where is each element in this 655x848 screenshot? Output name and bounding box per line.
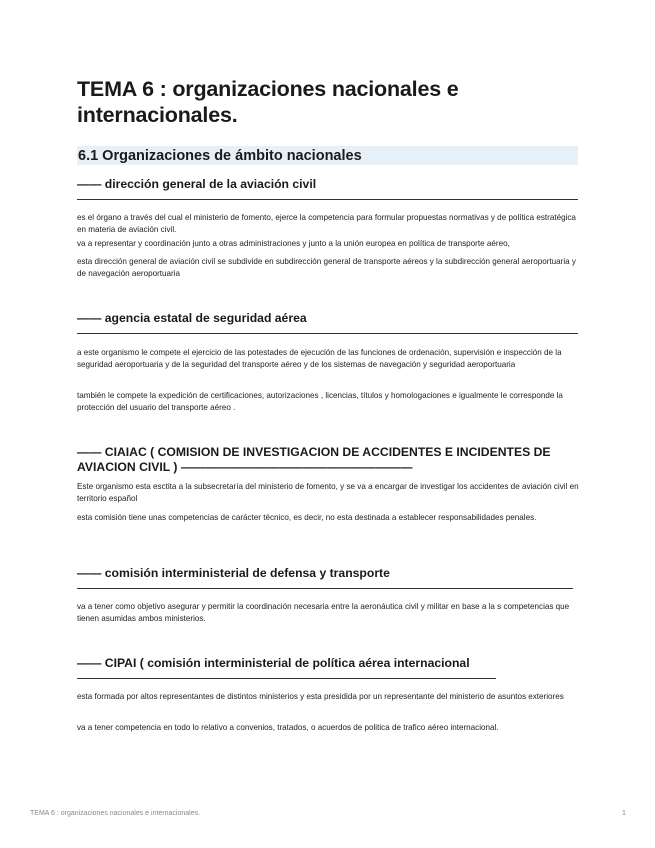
paragraph: a este organismo le compete el ejercicio de las potestades de ejecución de las funciones de ordenación, supervisión e inspección de la seguridad aeroportuaria y de la seguridad del transporte aéreo y de los sistemas de navegación y seguridad aeroportuaria: [77, 348, 562, 369]
paragraph: también le compete la expedición de certificaciones, autorizaciones , licencias, títulos y homologaciones e igualmente le corresponde la protección del usuario del transporte aéreo .: [77, 391, 563, 412]
document-title: TEMA 6 : organizaciones nacionales e internacionales.: [77, 77, 459, 127]
block-heading-cipai: —— CIPAI ( comisión interministerial de política aérea internacional: [77, 656, 470, 670]
block-heading-defensa-transporte: —— comisión interministerial de defensa y transporte: [77, 566, 390, 580]
heading-rule: [77, 333, 578, 334]
paragraph: va a representar y coordinación junto a otras administraciones y junto a la unión europea en política de transporte aéreo,: [77, 239, 510, 248]
footer-title: TEMA 6 : organizaciones nacionales e internacionales.: [30, 810, 201, 817]
paragraph: esta dirección general de aviación civil se subdivide en subdirección general de transporte aéreos y la subdirección general aeroportuaria y de navegación aeroportuaria: [77, 257, 576, 278]
block-heading-dgac: —— dirección general de la aviación civil: [77, 177, 317, 191]
paragraph: esta comisión tiene unas competencias de carácter técnico, es decir, no esta destinada a establecer responsabilidades penales.: [77, 513, 537, 522]
paragraph: va a tener competencia en todo lo relativo a convenios, tratados, o acuerdos de politica de trafico aéreo internacional.: [77, 723, 499, 732]
block-heading-aesa: —— agencia estatal de seguridad aérea: [77, 311, 307, 325]
heading-rule: [77, 588, 573, 589]
paragraph: va a tener como objetivo asegurar y permitir la coordinación necesaria entre la aeronáutica civil y militar en base a la s competencias que tienen asumidas ambos ministerios.: [77, 602, 570, 623]
section-heading: 6.1 Organizaciones de ámbito nacionales: [78, 148, 362, 164]
heading-rule: [77, 199, 578, 200]
paragraph: esta formada por altos representantes de distintos ministerios y esta presidida por un representante del ministerio de asuntos exteriores: [77, 692, 564, 701]
paragraph: Este organismo esta esctita a la subsecretaría del ministerio de fomento, y se va a encargar de investigar los accidentes de aviación civil en territorio español: [77, 482, 579, 503]
paragraph: es el órgano a través del cual el ministerio de fomento, ejerce la competencia para formular propuestas normativas y de política estratégica en materia de aviación civil.: [77, 213, 576, 234]
page-number: 1: [622, 810, 626, 817]
heading-rule: [77, 678, 496, 679]
block-heading-ciaiac: —— CIAIAC ( COMISION DE INVESTIGACION DE ACCIDENTES E INCIDENTES DE AVIACION CIVIL ) ———————————————————: [77, 445, 551, 474]
